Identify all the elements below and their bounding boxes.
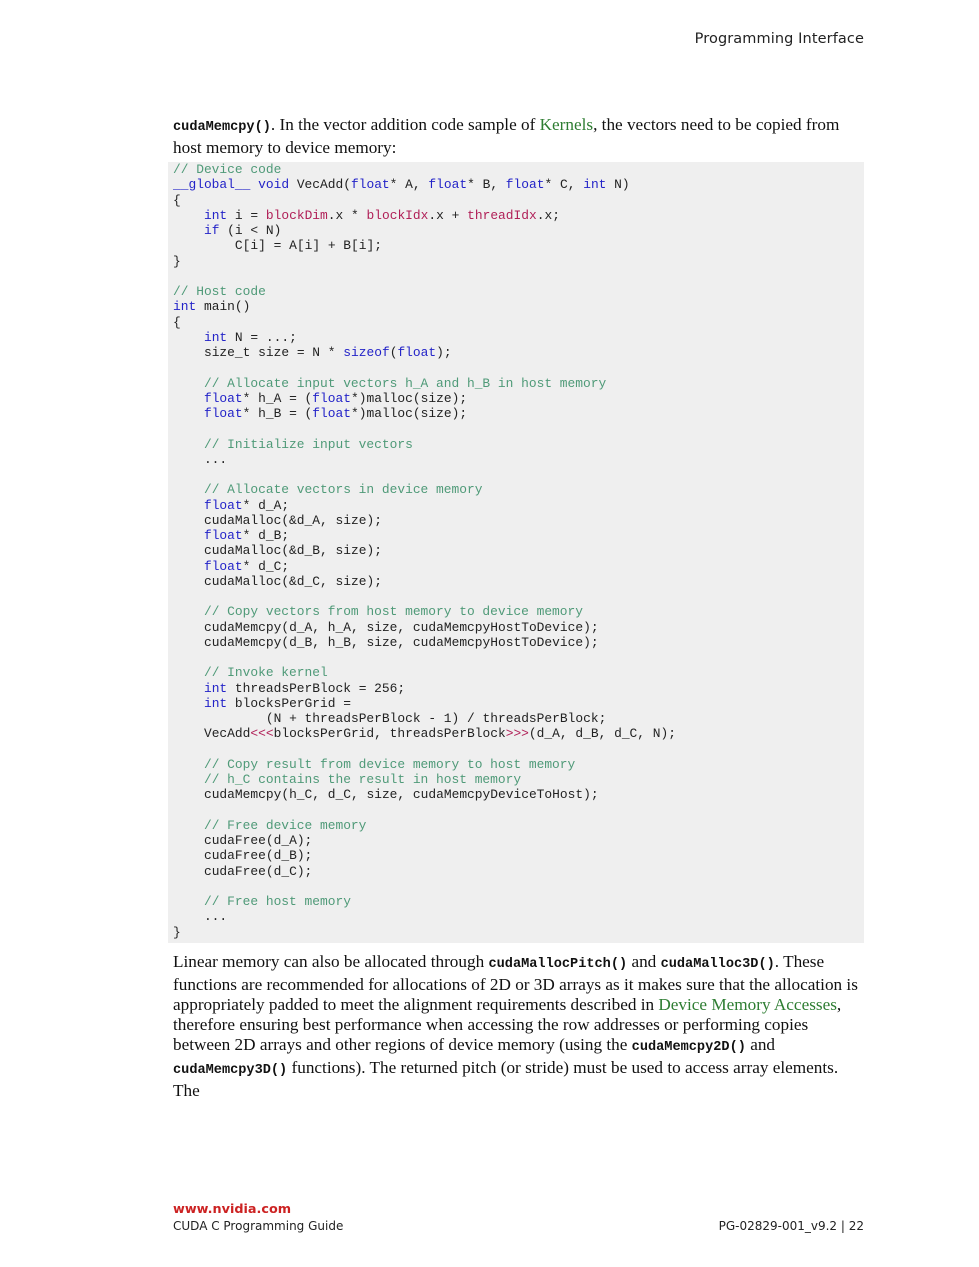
- code-comment: // Free host memory: [203, 894, 351, 909]
- footer-guide-title: CUDA C Programming Guide: [173, 1219, 344, 1233]
- code-line: cudaFree(d_B);: [203, 848, 313, 864]
- code-line: int main(): [173, 299, 251, 315]
- code-line: float* d_B;: [203, 528, 290, 543]
- code-comment: // Free device memory: [203, 817, 367, 833]
- code-builtin: blockIdx: [366, 207, 429, 223]
- code-comment: // Allocate vectors in device memory: [203, 482, 483, 498]
- code-line: if (i < N): [203, 223, 282, 238]
- outro-text-6: functions). The returned pitch (or stride) must be used to access array elements. The: [173, 1058, 839, 1100]
- code-line: int blocksPerGrid =: [203, 695, 351, 711]
- code-line: [173, 284, 266, 299]
- code-line: [173, 437, 413, 452]
- code-line: cudaFree(d_A);: [203, 833, 313, 848]
- code-block: [168, 162, 864, 943]
- code-line: size_t size = N * sizeof(float);: [203, 345, 452, 360]
- device-memory-accesses-link[interactable]: Device Memory Accesses: [658, 995, 837, 1014]
- code-keyword: float: [397, 345, 437, 360]
- inline-code-cudamemcpy: cudaMemcpy(): [173, 120, 271, 135]
- intro-text-1: . In the vector addition code sample of: [270, 115, 540, 134]
- intro-text-2: , the vectors need to be copied from host memory to device memory:: [173, 115, 840, 157]
- code-line: [173, 604, 583, 619]
- code-keyword: int: [203, 207, 228, 223]
- code-line: int N = ...;: [203, 329, 297, 345]
- code-line: cudaFree(d_C);: [203, 863, 313, 879]
- code-line: float* h_B = (float*)malloc(size);: [203, 406, 468, 421]
- code-keyword: float: [203, 528, 243, 543]
- code-keyword: void: [258, 177, 290, 193]
- code-listing: [173, 162, 676, 940]
- code-keyword: float: [312, 406, 351, 421]
- inline-code-cudamemcpy2d: cudaMemcpy2D(): [631, 1040, 746, 1055]
- inline-code-cudamemcpy3d: cudaMemcpy3D(): [173, 1063, 288, 1078]
- code-keyword: float: [350, 177, 390, 193]
- code-line: {: [173, 192, 181, 208]
- code-line: [173, 818, 366, 833]
- code-keyword: __global__: [173, 177, 251, 193]
- inline-code-cudamalloc3d: cudaMalloc3D(): [660, 957, 775, 972]
- code-keyword: if: [203, 223, 220, 238]
- code-line: __global__ void VecAdd(float* A, float* B, float* C, int N): [173, 177, 630, 193]
- code-line: [173, 162, 281, 177]
- code-keyword: float: [428, 177, 468, 193]
- code-line: [173, 757, 575, 772]
- code-comment: // Allocate input vectors h_A and h_B in host memory: [203, 375, 607, 391]
- footer-website-link[interactable]: www.nvidia.com: [173, 1202, 292, 1217]
- code-keyword: float: [203, 406, 243, 421]
- code-line: int threadsPerBlock = 256;: [203, 680, 406, 696]
- code-line: }: [173, 253, 181, 269]
- code-line: VecAdd<<<blocksPerGrid, threadsPerBlock>>>(d_A, d_B, d_C, N);: [203, 726, 677, 742]
- code-comment: // Device code: [173, 162, 282, 177]
- outro-text-5: and: [745, 1035, 776, 1054]
- code-line: cudaMemcpy(d_B, h_B, size, cudaMemcpyHostToDevice);: [203, 634, 599, 650]
- code-line: float* h_A = (float*)malloc(size);: [203, 390, 468, 406]
- running-header: Programming Interface: [694, 31, 864, 47]
- code-line: float* d_C;: [203, 558, 290, 574]
- code-line: [173, 665, 328, 680]
- outro-text-3: . These functions are recommended for allocations of 2D or 3D arrays as it makes sure that the allocation is appropriately padded to meet the alignment requirements described in: [173, 952, 858, 1014]
- code-keyword: float: [203, 390, 243, 406]
- code-keyword: int: [203, 680, 228, 696]
- code-keyword: float: [203, 497, 243, 513]
- code-keyword: float: [203, 558, 243, 574]
- footer-page-number: PG-02829-001_v9.2 | 22: [718, 1219, 864, 1233]
- code-keyword: int: [203, 695, 228, 711]
- code-line: cudaMalloc(&d_C, size);: [203, 573, 382, 589]
- code-builtin: threadIdx: [467, 207, 537, 223]
- code-line: int i = blockDim.x * blockIdx.x + threadIdx.x;: [203, 207, 560, 223]
- code-launch-bracket: >>>: [505, 726, 529, 742]
- code-comment: // h_C contains the result in host memory: [203, 772, 522, 787]
- code-comment: // Initialize input vectors: [203, 436, 413, 452]
- outro-text-4: , therefore ensuring best performance when accessing the row addresses or performing copies between 2D arrays and other regions of device memory (using the: [173, 995, 842, 1054]
- code-line: cudaMalloc(&d_B, size);: [203, 543, 382, 559]
- code-line: [173, 894, 351, 909]
- code-line: cudaMalloc(&d_A, size);: [203, 512, 382, 528]
- code-comment: // Copy vectors from host memory to device memory: [203, 604, 583, 620]
- code-launch-bracket: <<<: [250, 726, 274, 742]
- code-line: float* d_A;: [203, 497, 290, 513]
- code-line: ...: [173, 451, 228, 467]
- outro-paragraph: [173, 952, 865, 1101]
- intro-paragraph: [173, 115, 865, 158]
- code-line: {: [173, 314, 181, 330]
- code-comment: // Invoke kernel: [203, 665, 328, 681]
- code-line: cudaMemcpy(d_A, h_A, size, cudaMemcpyHostToDevice);: [203, 619, 599, 635]
- outro-text-1: Linear memory can also be allocated through: [173, 952, 489, 971]
- code-builtin: blockDim: [265, 207, 328, 223]
- code-keyword: float: [312, 390, 351, 406]
- code-line: [173, 482, 482, 497]
- code-line: (N + threadsPerBlock - 1) / threadsPerBlock;: [173, 711, 607, 726]
- code-line: ...: [173, 909, 228, 925]
- code-keyword: sizeof: [343, 345, 390, 360]
- code-keyword: int: [203, 329, 228, 345]
- code-comment: // Host code: [173, 284, 266, 299]
- outro-text-2: and: [627, 952, 661, 971]
- code-keyword: float: [505, 177, 545, 193]
- code-line: C[i] = A[i] + B[i];: [234, 238, 383, 254]
- code-keyword: int: [173, 299, 197, 315]
- kernels-link[interactable]: Kernels: [539, 115, 594, 134]
- code-comment: // Copy result from device memory to host memory: [203, 756, 576, 772]
- code-line: }: [173, 924, 181, 940]
- code-line: [173, 772, 521, 787]
- code-line: [173, 376, 606, 391]
- code-keyword: int: [583, 177, 607, 193]
- code-line: cudaMemcpy(h_C, d_C, size, cudaMemcpyDeviceToHost);: [203, 787, 599, 803]
- inline-code-cudamallocpitch: cudaMallocPitch(): [488, 957, 628, 972]
